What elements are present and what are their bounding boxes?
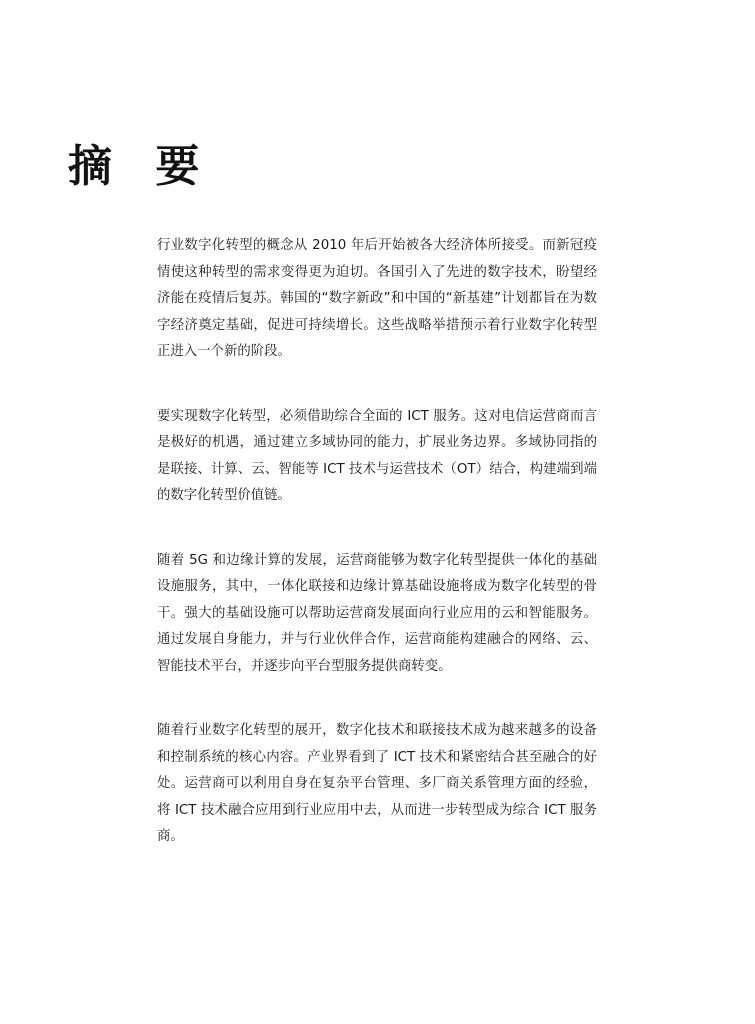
abstract-body — [157, 233, 597, 889]
abstract-paragraph-4: 随着行业数字化转型的展开，数字化技术和联接技术成为越来越多的设备和控制系统的核心内容。产业界看到了 ICT 技术和紧密结合甚至融合的好处。运营商可以利用自身在复杂平台管理、多厂商关系管理方面的经验，将 ICT 技术融合应用到行业应用中去，从而进一步转型成为综合 ICT 服务商。 — [157, 723, 597, 844]
abstract-paragraph-1: 行业数字化转型的概念从 2010 年后开始被各大经济体所接受。而新冠疫情使这种转型的需求变得更为迫切。各国引入了先进的数字技术，盼望经济能在疫情后复苏。韩国的“数字新政”和中国的“新基建”计划都旨在为数字经济奠定基础，促进可持续增长。这些战略举措预示着行业数字化转型正进入一个新的阶段。 — [157, 238, 597, 359]
abstract-paragraph-2: 要实现数字化转型，必须借助综合全面的 ICT 服务。这对电信运营商而言是极好的机遇，通过建立多域协同的能力，扩展业务边界。多域协同指的是联接、计算、云、智能等 ICT 技术与运营技术（OT）结合，构建端到端的数字化转型价值链。 — [157, 408, 597, 503]
abstract-paragraph-3: 随着 5G 和边缘计算的发展，运营商能够为数字化转型提供一体化的基础设施服务，其中，一体化联接和边缘计算基础设施将成为数字化转型的骨干。强大的基础设施可以帮助运营商发展面向行业应用的云和智能服务。通过发展自身能力，并与行业伙伴合作，运营商能构建融合的网络、云、智能技术平台，并逐步向平台型服务提供商转变。 — [157, 552, 597, 674]
page-title: 摘 要 — [68, 141, 214, 192]
